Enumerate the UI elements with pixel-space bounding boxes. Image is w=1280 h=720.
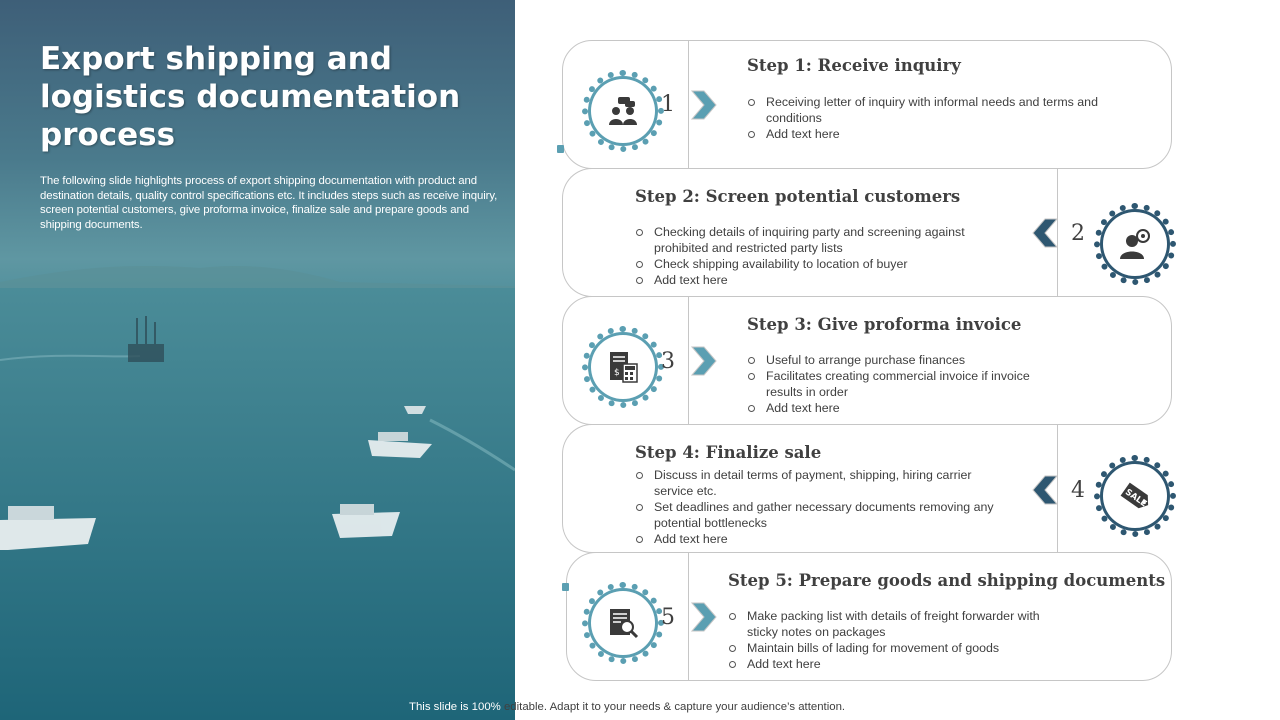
list-item: Add text here [728, 656, 1073, 672]
list-item: Discuss in detail terms of payment, shipping, hiring carrier service etc. [635, 467, 1005, 499]
step-2-bullets [635, 224, 965, 288]
list-item: Add text here [747, 400, 1057, 416]
chevron-left-icon [1029, 217, 1059, 249]
slide-title: Export shipping and logistics documentation process [40, 41, 461, 153]
list-item: Add text here [635, 531, 1005, 547]
connector-marker [557, 145, 564, 153]
footer-note [409, 701, 845, 713]
chevron-left-icon [1029, 474, 1059, 506]
list-item: Useful to arrange purchase finances [747, 352, 1057, 368]
list-item: Make packing list with details of freight forwarder with sticky notes on packages [728, 608, 1073, 640]
step-1-badge [582, 70, 664, 152]
list-item: Check shipping availability to location of buyer [635, 256, 965, 272]
chevron-right-icon [690, 601, 720, 633]
invoice-calculator-icon [608, 351, 638, 383]
step-3-number: 3 [661, 349, 675, 374]
list-item: Set deadlines and gather necessary documents removing any potential bottlenecks [635, 499, 1005, 531]
step-4-number: 4 [1071, 478, 1085, 503]
svg-text:$: $ [614, 368, 620, 378]
step-1-bullets [747, 94, 1107, 142]
step-2-title: Step 2: Screen potential customers [635, 187, 961, 206]
list-item: Checking details of inquiring party and screening against prohibited and restricted party lists [635, 224, 965, 256]
background-photo-panel [0, 0, 515, 720]
step-5-badge [582, 582, 664, 664]
step-1-number: 1 [661, 92, 675, 117]
step-4-badge [1094, 455, 1176, 537]
chevron-right-icon [690, 89, 720, 121]
step-1-title: Step 1: Receive inquiry [747, 56, 961, 75]
list-item: Facilitates creating commercial invoice if invoice results in order [747, 368, 1057, 400]
customer-search-icon [1118, 228, 1152, 260]
step-4-bullets [635, 467, 1005, 547]
step-5-bullets [728, 608, 1073, 672]
step-5-title: Step 5: Prepare goods and shipping documents [728, 571, 1166, 590]
chevron-right-icon [690, 345, 720, 377]
step-2-number: 2 [1071, 221, 1085, 246]
document-inspect-icon [607, 607, 639, 639]
step-3-bullets [747, 352, 1057, 416]
list-item: Maintain bills of lading for movement of goods [728, 640, 1073, 656]
footer-note-part-1: This slide is 100% [409, 701, 501, 713]
step-1-divider [688, 41, 689, 168]
step-3-divider [688, 297, 689, 424]
sale-tag-icon [1117, 480, 1153, 512]
list-item: Receiving letter of inquiry with informal needs and terms and conditions [747, 94, 1107, 126]
step-5-divider [688, 553, 689, 680]
list-item: Add text here [635, 272, 965, 288]
step-3-badge [582, 326, 664, 408]
step-4-title: Step 4: Finalize sale [635, 443, 822, 462]
step-3-title: Step 3: Give proforma invoice [747, 315, 1022, 334]
step-2-badge [1094, 203, 1176, 285]
meeting-people-icon [606, 96, 640, 126]
svg-text:SALE: SALE [1123, 487, 1149, 510]
list-item: Add text here [747, 126, 1107, 142]
slide-description: The following slide highlights process of export shipping documentation with product and destination details, quality control specifications etc. It includes steps such as receive inquiry, screen potential customers, give proforma invoice, finalize sale and prepare goods and shipping documents. [40, 175, 498, 231]
connector-marker [562, 583, 569, 591]
footer-note-part-2: editable. Adapt it to your needs & capture your audience’s attention. [500, 701, 846, 713]
step-5-number: 5 [661, 605, 675, 630]
